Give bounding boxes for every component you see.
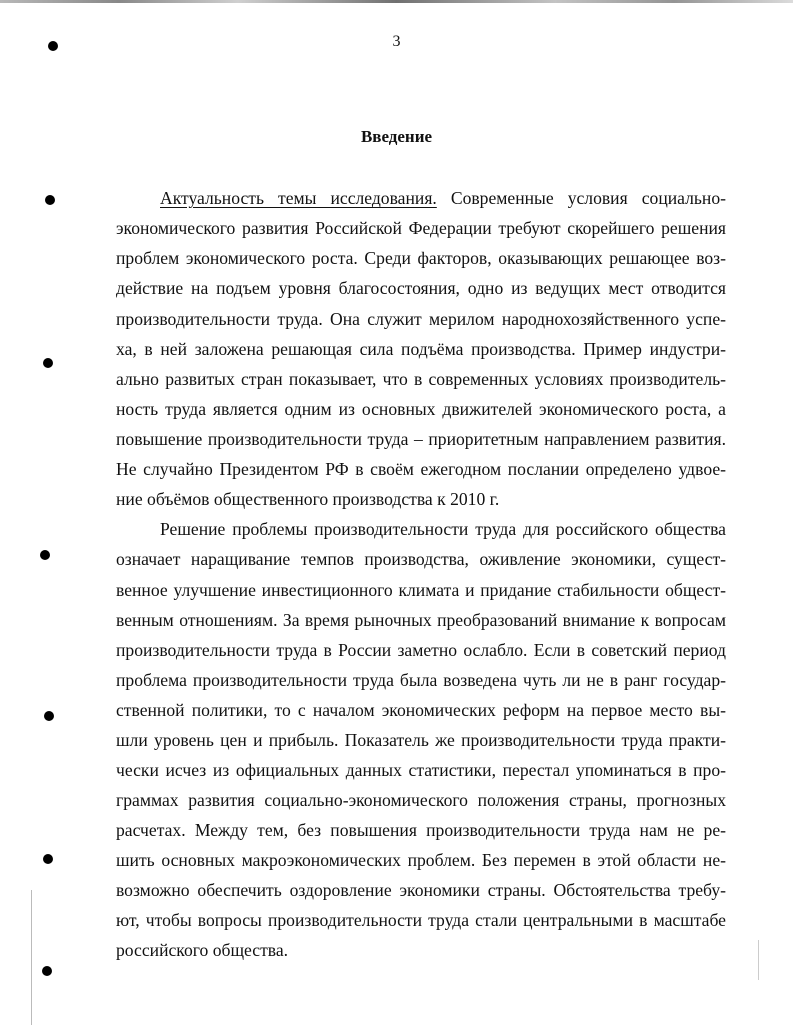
paragraph-line: проблема производительности труда была возведена чуть ли не в ранг государ- <box>116 670 726 690</box>
paragraph-line: шли уровень цен и прибыль. Показатель же производительности труда практи- <box>116 730 726 750</box>
paragraph-line: ха, в ней заложена решающая сила подъёма производства. Пример индустри- <box>116 339 726 359</box>
paragraph-line: Не случайно Президентом РФ в своём ежегодном послании определено удвое- <box>116 459 726 479</box>
binder-hole-icon <box>43 854 53 864</box>
paragraph-line: проблем экономического роста. Среди факторов, оказывающих решающее воз- <box>116 248 726 268</box>
paragraph-line: расчетах. Между тем, без повышения производительности труда нам не ре- <box>116 820 726 840</box>
paragraph-line: производительности труда. Она служит мерилом народнохозяйственного успе- <box>116 309 726 329</box>
paragraph-line: повышение производительности труда – приоритетным направлением развития. <box>116 429 726 449</box>
paragraph-line: экономического развития Российской Федерации требуют скорейшего решения <box>116 218 726 238</box>
paragraph-line: ют, чтобы вопросы производительности труда стали центральными в масштабе <box>116 910 726 930</box>
paragraph-line: Решение проблемы производительности труда для российского общества <box>160 519 726 539</box>
binder-hole-icon <box>45 195 55 205</box>
paragraph-line: возможно обеспечить оздоровление экономики страны. Обстоятельства требу- <box>116 880 726 900</box>
binder-hole-icon <box>43 358 53 368</box>
binder-hole-icon <box>44 711 54 721</box>
scan-edge-mark <box>31 890 32 1025</box>
paragraph-line: российского общества. <box>116 940 289 960</box>
page-number: 3 <box>392 33 401 50</box>
paragraph-line: чески исчез из официальных данных статистики, перестал упоминаться в про- <box>116 760 726 780</box>
paragraph-line: действие на подъем уровня благосостояния, одно из ведущих мест отводится <box>116 278 726 298</box>
paragraph-line: производительности труда в России заметно ослабло. Если в советский период <box>116 640 726 660</box>
paragraph-line: Актуальность темы исследования. Современные условия социально- <box>160 188 726 208</box>
paragraph-line: ние объёмов общественного производства к 2010 г. <box>116 489 500 509</box>
section-lead: Актуальность темы исследования. <box>160 188 437 208</box>
paragraph-line: ственной политики, то с началом экономических реформ на первое место вы- <box>116 700 726 720</box>
paragraph-line: означает наращивание темпов производства, оживление экономики, сущест- <box>116 549 726 569</box>
paragraph-line: граммах развития социально-экономического положения страны, прогнозных <box>116 790 726 810</box>
paragraph-line: венное улучшение инвестиционного климата и придание стабильности общест- <box>116 580 726 600</box>
binder-hole-icon <box>40 550 50 560</box>
paragraph-line: шить основных макроэкономических проблем. Без перемен в этой области не- <box>116 850 726 870</box>
paragraph-line: венным отношениям. За время рыночных преобразований внимание к вопросам <box>116 610 726 630</box>
paragraph-line: ально развитых стран показывает, что в современных условиях производитель- <box>116 369 726 389</box>
paragraph-line: ность труда является одним из основных движителей экономического роста, а <box>116 399 726 419</box>
page-title: Введение <box>360 127 433 146</box>
binder-hole-icon <box>42 966 52 976</box>
scan-edge-mark <box>758 940 759 980</box>
scan-top-edge <box>0 0 793 3</box>
